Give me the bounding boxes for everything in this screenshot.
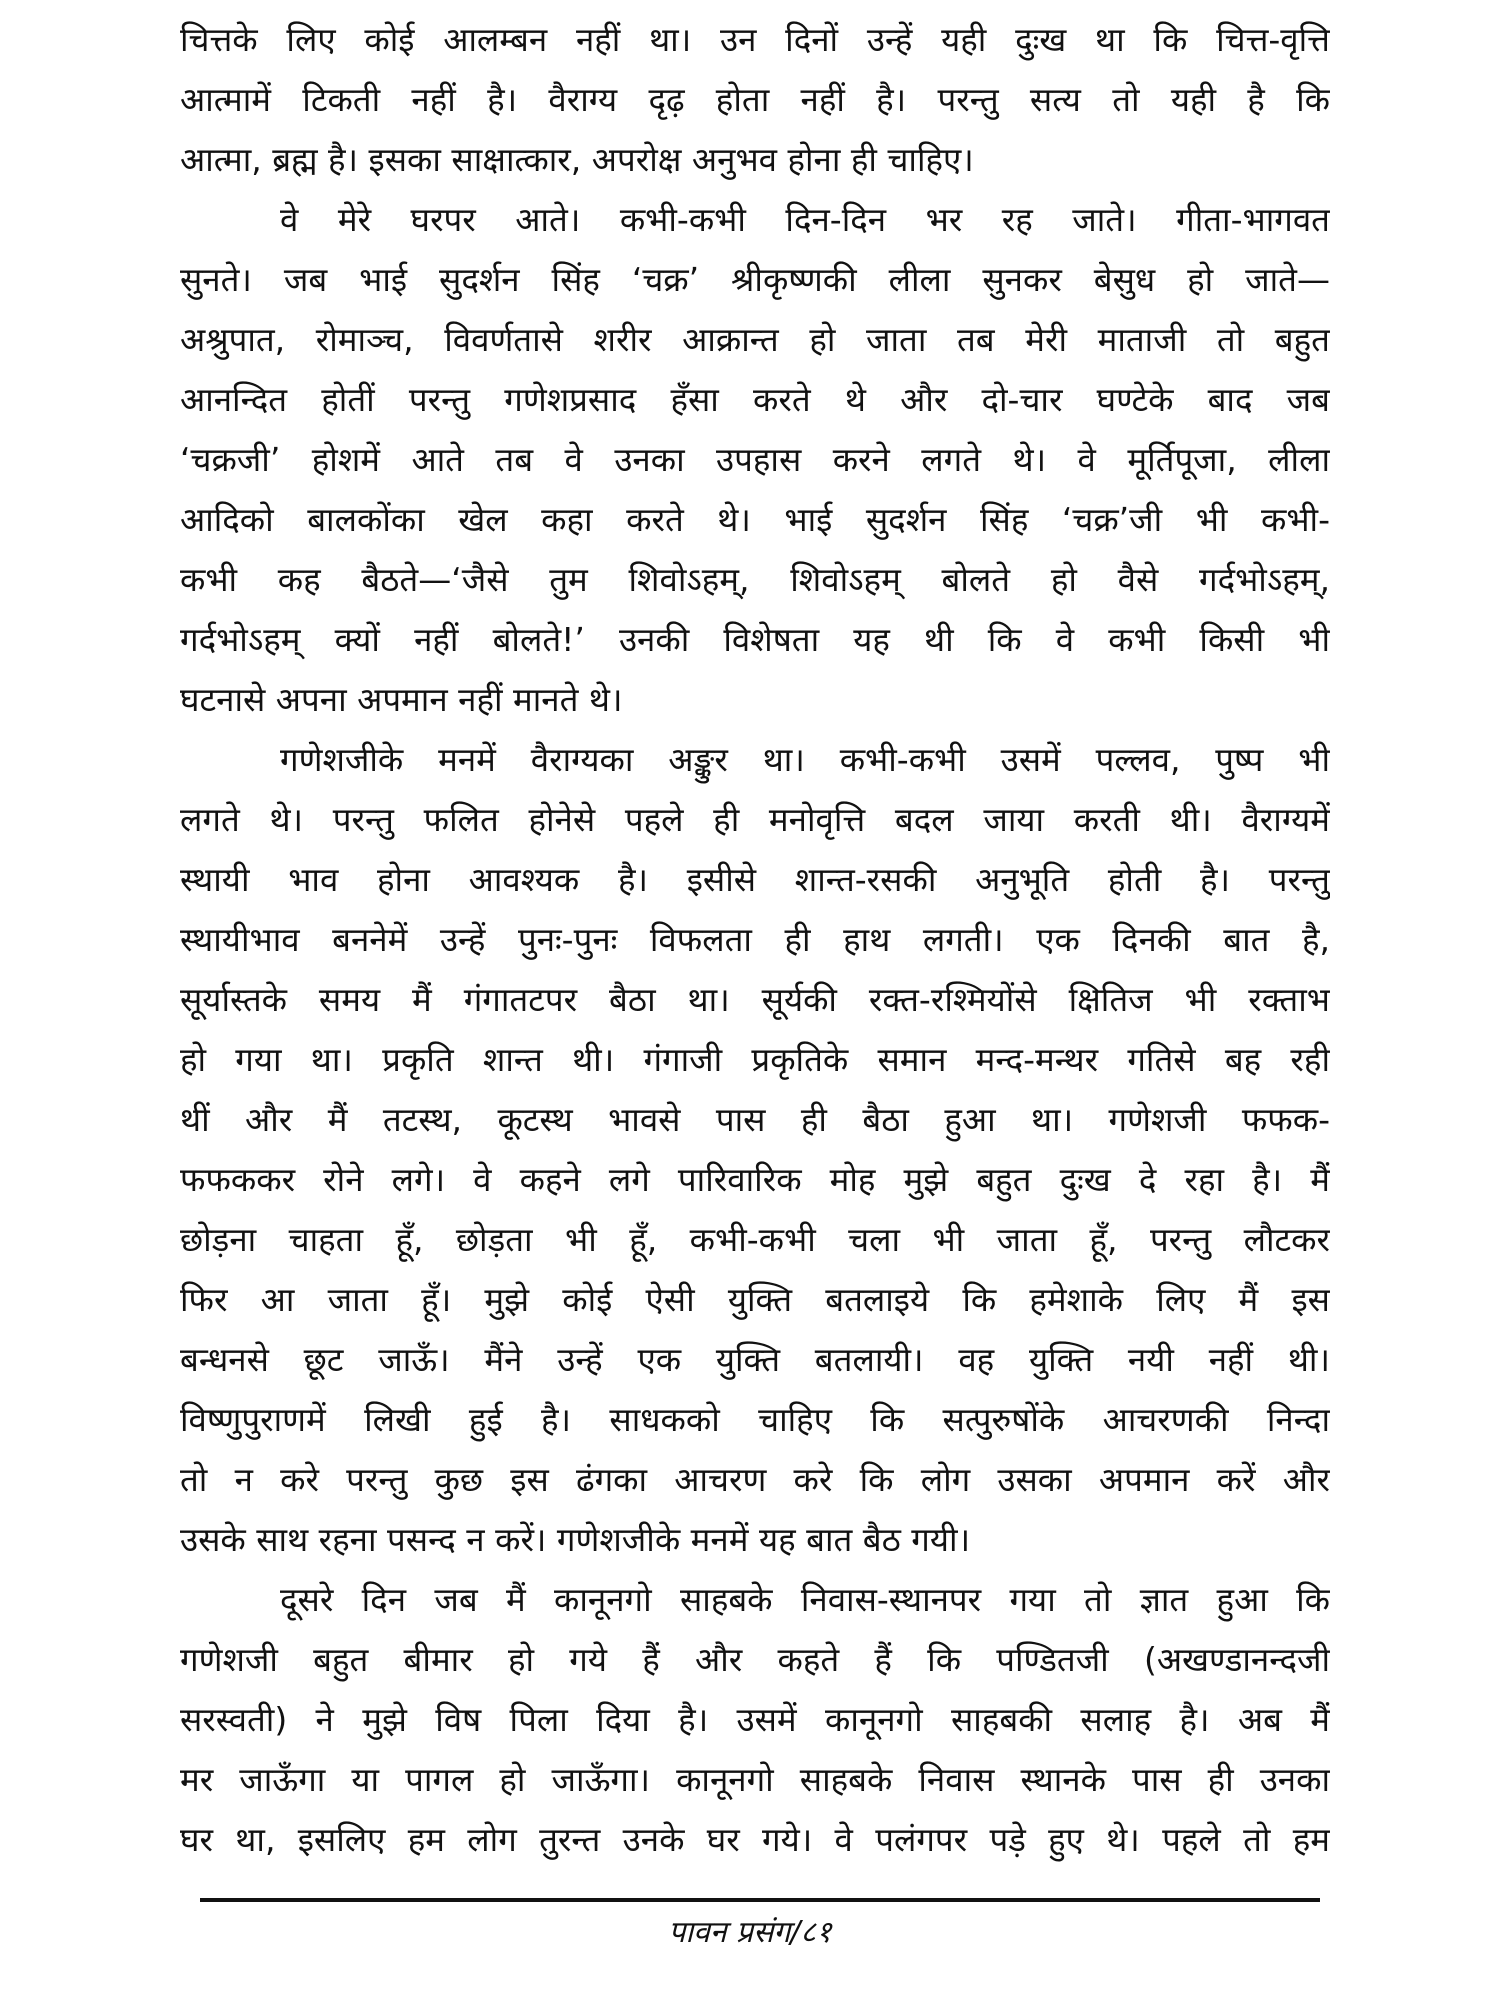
text-line: स्थायी भाव होना आवश्यक है। इसीसे शान्त-रसकी अनुभूति होती है। परन्तु [180,860,1330,899]
text-line: घर था, इसलिए हम लोग तुरन्त उनके घर गये। वे पलंगपर पड़े हुए थे। पहले तो हम [180,1820,1330,1859]
text-line: अश्रुपात, रोमाञ्च, विवर्णतासे शरीर आक्रान्त हो जाता तब मेरी माताजी तो बहुत [180,320,1330,359]
text-line: आदिको बालकोंका खेल कहा करते थे। भाई सुदर्शन सिंह ‘चक्र’जी भी कभी- [180,500,1330,539]
text-line: फफककर रोने लगे। वे कहने लगे पारिवारिक मोह मुझे बहुत दुःख दे रहा है। मैं [180,1160,1330,1199]
text-line: लगते थे। परन्तु फलित होनेसे पहले ही मनोवृत्ति बदल जाया करती थी। वैराग्यमें [180,800,1330,839]
paragraph-start-line: गणेशजीके मनमें वैराग्यका अङ्कुर था। कभी-कभी उसमें पल्लव, पुष्प भी [280,740,1330,779]
paragraph-end-line: आत्मा, ब्रह्म है। इसका साक्षात्कार, अपरोक्ष अनुभव होना ही चाहिए। [180,140,974,179]
paragraph-end-line: उसके साथ रहना पसन्द न करें। गणेशजीके मनमें यह बात बैठ गयी। [180,1520,971,1559]
text-line: आत्मामें टिकती नहीं है। वैराग्य दृढ़ होता नहीं है। परन्तु सत्य तो यही है कि [180,80,1330,119]
page-number-label: पावन प्रसंग/८१ [668,1915,832,1950]
paragraph-start-line: वे मेरे घरपर आते। कभी-कभी दिन-दिन भर रह जाते। गीता-भागवत [280,200,1330,239]
text-line: ‘चक्रजी’ होशमें आते तब वे उनका उपहास करने लगते थे। वे मूर्तिपूजा, लीला [180,440,1330,479]
text-line: चित्तके लिए कोई आलम्बन नहीं था। उन दिनों उन्हें यही दुःख था कि चित्त-वृत्ति [180,20,1330,59]
text-line: सरस्वती) ने मुझे विष पिला दिया है। उसमें कानूनगो साहबकी सलाह है। अब मैं [180,1700,1330,1739]
text-line: मर जाऊँगा या पागल हो जाऊँगा। कानूनगो साहबके निवास स्थानके पास ही उनका [180,1760,1330,1799]
text-line: विष्णुपुराणमें लिखी हुई है। साधकको चाहिए कि सत्पुरुषोंके आचरणकी निन्दा [180,1400,1330,1439]
text-line: गर्दभोऽहम् क्यों नहीं बोलते!’ उनकी विशेषता यह थी कि वे कभी किसी भी [180,620,1330,659]
page-footer [0,1908,1500,1958]
text-line: गणेशजी बहुत बीमार हो गये हैं और कहते हैं कि पण्डितजी (अखण्डानन्दजी [180,1640,1330,1679]
text-line: सुनते। जब भाई सुदर्शन सिंह ‘चक्र’ श्रीकृष्णकी लीला सुनकर बेसुध हो जाते— [180,260,1330,299]
text-line: बन्धनसे छूट जाऊँ। मैंने उन्हें एक युक्ति बतलायी। वह युक्ति नयी नहीं थी। [180,1340,1330,1379]
paragraph-end-line: घटनासे अपना अपमान नहीं मानते थे। [180,680,623,719]
text-line: थीं और मैं तटस्थ, कूटस्थ भावसे पास ही बैठा हुआ था। गणेशजी फफक- [180,1100,1330,1139]
text-line: फिर आ जाता हूँ। मुझे कोई ऐसी युक्ति बतलाइये कि हमेशाके लिए मैं इस [180,1280,1330,1319]
text-line: तो न करे परन्तु कुछ इस ढंगका आचरण करे कि लोग उसका अपमान करें और [180,1460,1330,1499]
text-line: कभी कह बैठते—‘जैसे तुम शिवोऽहम्, शिवोऽहम् बोलते हो वैसे गर्दभोऽहम्, [180,560,1330,599]
text-line: हो गया था। प्रकृति शान्त थी। गंगाजी प्रकृतिके समान मन्द-मन्थर गतिसे बह रही [180,1040,1330,1079]
footer-rule [200,1898,1320,1902]
paragraph-start-line: दूसरे दिन जब मैं कानूनगो साहबके निवास-स्थानपर गया तो ज्ञात हुआ कि [280,1580,1330,1619]
text-line: सूर्यास्तके समय मैं गंगातटपर बैठा था। सूर्यकी रक्त-रश्मियोंसे क्षितिज भी रक्ताभ [180,980,1330,1019]
text-line: स्थायीभाव बननेमें उन्हें पुनः-पुनः विफलता ही हाथ लगती। एक दिनकी बात है, [180,920,1330,959]
text-line: आनन्दित होतीं परन्तु गणेशप्रसाद हँसा करते थे और दो-चार घण्टेके बाद जब [180,380,1330,419]
text-line: छोड़ना चाहता हूँ, छोड़ता भी हूँ, कभी-कभी चला भी जाता हूँ, परन्तु लौटकर [180,1220,1330,1259]
